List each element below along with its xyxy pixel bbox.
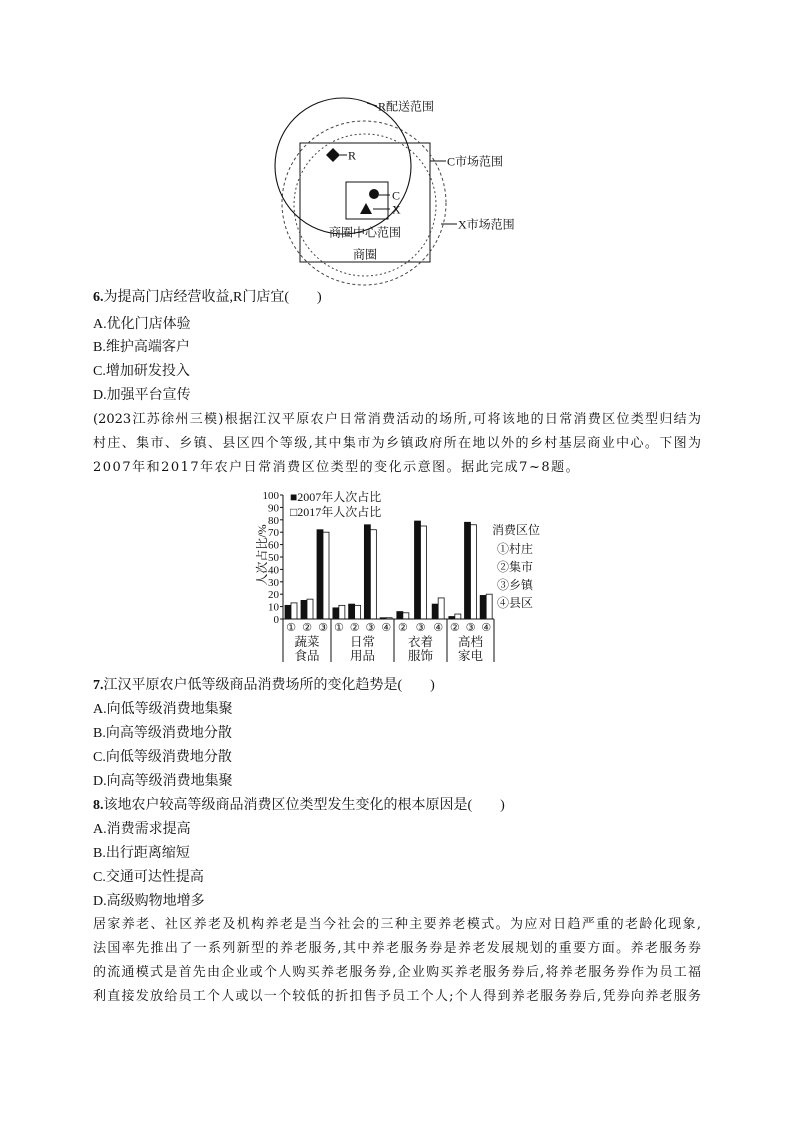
q8-option-b: B.出行距离缩短	[93, 846, 190, 861]
bar-series1-group2-item1	[333, 608, 339, 619]
question-stem: 江汉平原农户低等级商品消费场所的变化趋势是( )	[103, 678, 435, 693]
bar-series2-group2-item3	[370, 530, 376, 619]
bar-series1-group3-item1	[397, 612, 403, 619]
category-label: ②	[302, 621, 312, 634]
y-tick-label: 90	[268, 502, 279, 515]
question-stem: 为提高门店经营收益,R门店宜( )	[103, 290, 322, 305]
passage-line-3: 的流通模式是首先由企业或个人购买养老服务券,企业购买养老服务券后,将养老服务券作为员工福	[93, 965, 701, 980]
bar-series2-group1-item3	[323, 532, 329, 619]
q7-option-a: A.向低等级消费地集聚	[93, 702, 233, 717]
bar-series2-group2-item2	[355, 605, 361, 619]
store-c-dot-icon	[369, 189, 379, 199]
bar-series2-group4-item2	[471, 525, 477, 619]
y-tick-label: 60	[268, 539, 279, 552]
q8-option-d: D.高级购物地增多	[93, 894, 205, 909]
y-tick-label: 40	[268, 564, 279, 577]
bar-series2-group1-item2	[307, 599, 313, 619]
bar-series1-group2-item2	[349, 604, 355, 619]
bar-series2-group2-item1	[339, 605, 345, 619]
category-label: ③	[318, 621, 328, 634]
district-center-label: 商圈中心范围	[328, 225, 402, 240]
bar-series1-group3-item3	[432, 604, 438, 619]
r-label: R	[348, 148, 357, 163]
question-8	[93, 796, 505, 816]
q6-option-d: D.加强平台宣传	[93, 388, 191, 403]
y-tick-label: 20	[268, 589, 279, 602]
question-6	[93, 288, 322, 308]
intro-line-1: (2023江苏徐州三模)根据江汉平原农户日常消费活动的场所,可将该地的日常消费区位类型归结为	[93, 412, 701, 427]
intro-line-3: 2007年和2017年农户日常消费区位类型的变化示意图。据此完成7~8题。	[93, 460, 581, 475]
intro-line-2: 村庄、集市、乡镇、县区四个等级,其中集市为乡镇政府所在地以外的乡村基层商业中心。下图为	[93, 436, 701, 451]
question-7	[93, 676, 435, 696]
y-tick-label: 50	[268, 552, 279, 564]
q6-option-c: C.增加研发投入	[93, 364, 190, 379]
bar-series1-group2-item3	[364, 525, 370, 619]
market-range-diagram	[0, 0, 794, 300]
y-tick-label: 30	[268, 576, 279, 589]
passage-line-1: 居家养老、社区养老及机构养老是当今社会的三种主要养老模式。为应对日趋严重的老龄化现象,	[93, 917, 701, 932]
group-label-line-2: 服饰	[407, 649, 434, 663]
question-number: 6.	[93, 290, 104, 305]
location-key-item: ④县区	[497, 596, 534, 610]
question-number: 7.	[93, 678, 104, 693]
location-key-item: ②集市	[497, 560, 534, 574]
r-delivery-range-label: R配送范围	[378, 99, 435, 114]
category-label: ①	[333, 621, 344, 634]
business-district-label: 商圈	[352, 247, 378, 262]
y-tick-label: 0	[273, 614, 279, 626]
bar-series2-group3-item2	[421, 526, 427, 619]
r-range-leader-line	[367, 103, 377, 106]
category-label: ③	[415, 621, 426, 634]
q7-option-b: B.向高等级消费地分散	[93, 726, 232, 741]
legend-item-2007	[290, 489, 381, 504]
group-label-line-2: 食品	[294, 649, 320, 663]
group-label-line-2: 家电	[457, 649, 484, 663]
group-label-line-1: 日常	[349, 635, 376, 649]
bar-series2-group3-item3	[438, 598, 444, 619]
q7-option-d: D.向高等级消费地集聚	[93, 774, 233, 789]
bar-series1-group1-item1	[285, 605, 291, 619]
question-number: 8.	[93, 798, 104, 813]
c-label: C	[392, 188, 401, 203]
passage-line-2: 法国率先推出了一系列新型的养老服务,其中养老服务券是养老发展规划的重要方面。养老服务券	[93, 941, 701, 956]
location-key-item: ①村庄	[497, 542, 534, 556]
consumption-location-chart	[230, 480, 560, 670]
location-key-item: ③乡镇	[497, 578, 534, 592]
category-label: ③	[365, 621, 376, 634]
bar-series2-group4-item1	[455, 614, 461, 619]
passage-line-4: 利直接发放给员工个人或以一个较低的折扣售予员工个人;个人得到养老服务券后,凭券向养老服务	[93, 989, 701, 1004]
question-stem: 该地农户较高等级商品消费区位类型发生变化的根本原因是( )	[103, 798, 505, 813]
category-label: ②	[349, 621, 360, 634]
legend-symbol-hollow: □	[290, 505, 298, 519]
q6-option-a: A.优化门店体验	[93, 317, 191, 332]
q8-option-c: C.交通可达性提高	[93, 870, 204, 885]
y-tick-label: 80	[268, 514, 279, 527]
bar-series2-group4-item3	[486, 594, 492, 619]
bar-series1-group3-item2	[415, 521, 421, 619]
bar-series2-group3-item1	[403, 613, 409, 619]
category-label: ②	[449, 621, 460, 634]
q8-option-a: A.消费需求提高	[93, 822, 191, 837]
x-label: X	[392, 202, 401, 217]
legend-label-2007: 2007年人次占比	[297, 490, 382, 504]
q6-option-b: B.维护高端客户	[93, 340, 190, 355]
q7-option-c: C.向低等级消费地分散	[93, 750, 232, 765]
group-label-line-1: 高档	[457, 635, 484, 649]
category-label: ②	[397, 621, 408, 634]
y-tick-label: 100	[262, 490, 279, 502]
bar-series1-group1-item2	[301, 600, 307, 619]
category-label: ④	[433, 621, 444, 634]
group-label-line-1: 衣着	[407, 635, 434, 649]
y-tick-label: 70	[268, 527, 279, 540]
store-x-triangle-icon	[360, 203, 372, 214]
category-label: ④	[481, 621, 492, 634]
category-label: ③	[465, 621, 476, 634]
category-label: ①	[286, 621, 296, 634]
category-label: ④	[381, 621, 392, 634]
legend-symbol-filled: ■	[290, 490, 298, 504]
bar-series1-group4-item3	[480, 595, 486, 619]
location-key-title: 消费区位	[492, 523, 541, 537]
c-market-range-label: C市场范围	[447, 154, 504, 169]
group-label-line-2: 用品	[349, 649, 376, 663]
y-axis-label: 人次占比/%	[255, 524, 269, 586]
bar-series2-group1-item1	[291, 603, 297, 619]
x-market-range-label: X市场范围	[458, 217, 515, 232]
bar-series1-group1-item3	[317, 530, 323, 619]
store-r-diamond-icon	[326, 148, 340, 162]
y-tick-label: 10	[268, 601, 279, 614]
legend-item-2017	[290, 504, 381, 519]
legend-label-2017: 2017年人次占比	[297, 505, 382, 519]
r-delivery-range-circle	[275, 98, 411, 234]
group-label-line-1: 蔬菜	[294, 635, 320, 649]
bar-series1-group4-item2	[465, 522, 471, 619]
